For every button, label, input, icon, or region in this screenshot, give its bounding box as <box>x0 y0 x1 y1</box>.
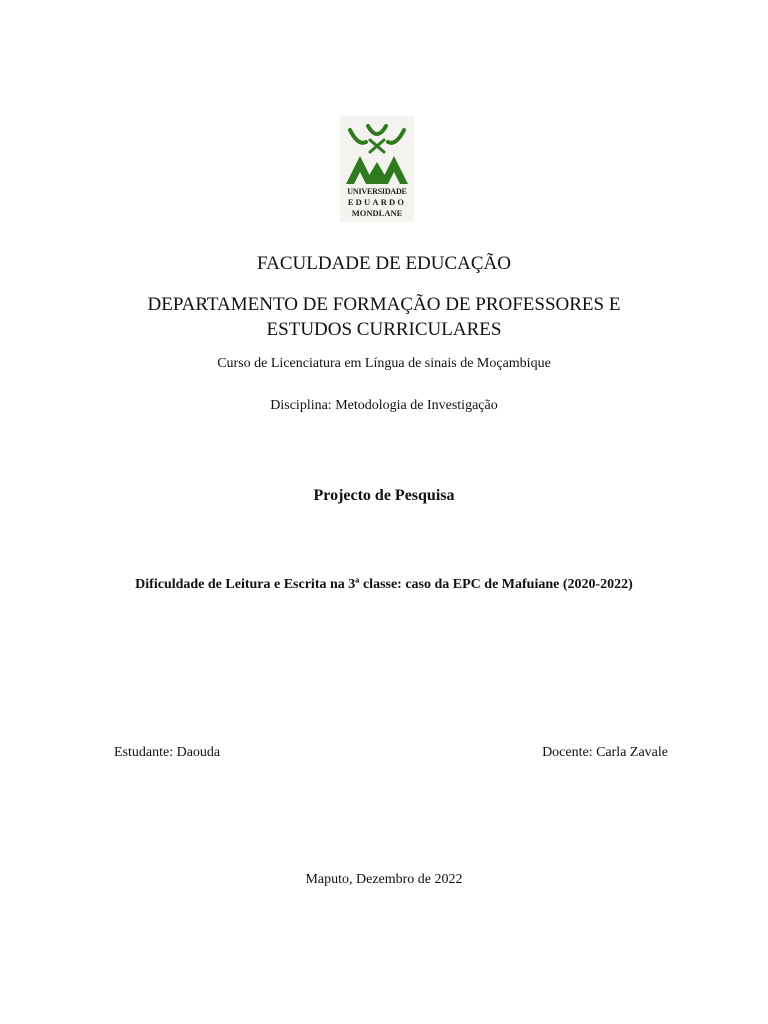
place-date: Maputo, Dezembro de 2022 <box>305 872 463 887</box>
project-type-heading: Projecto de Pesquisa <box>313 487 455 504</box>
project-title: Dificuldade de Leitura e Escrita na 3ª classe: caso da EPC de Mafuiane (2020-2022) <box>135 577 633 592</box>
logo-text-eduardo: EDUARDO <box>347 197 407 207</box>
university-logo <box>340 116 414 222</box>
teacher-name: Docente: Carla Zavale <box>542 745 668 760</box>
department-title-line1: DEPARTAMENTO DE FORMAÇÃO DE PROFESSORES E <box>147 294 621 315</box>
faculty-title: FACULDADE DE EDUCAÇÃO <box>256 253 512 274</box>
department-title <box>0 292 768 342</box>
department-title-line2: ESTUDOS CURRICULARES <box>266 319 502 340</box>
logo-text-mondlane: MONDLANE <box>351 208 403 218</box>
discipline-name: Disciplina: Metodologia de Investigação <box>270 398 498 413</box>
logo-text-universidade: UNIVERSIDADE <box>347 187 407 196</box>
student-name: Estudante: Daouda <box>114 745 221 760</box>
university-emblem-icon <box>340 116 414 190</box>
course-name: Curso de Licenciatura em Língua de sinais de Moçambique <box>217 356 551 371</box>
